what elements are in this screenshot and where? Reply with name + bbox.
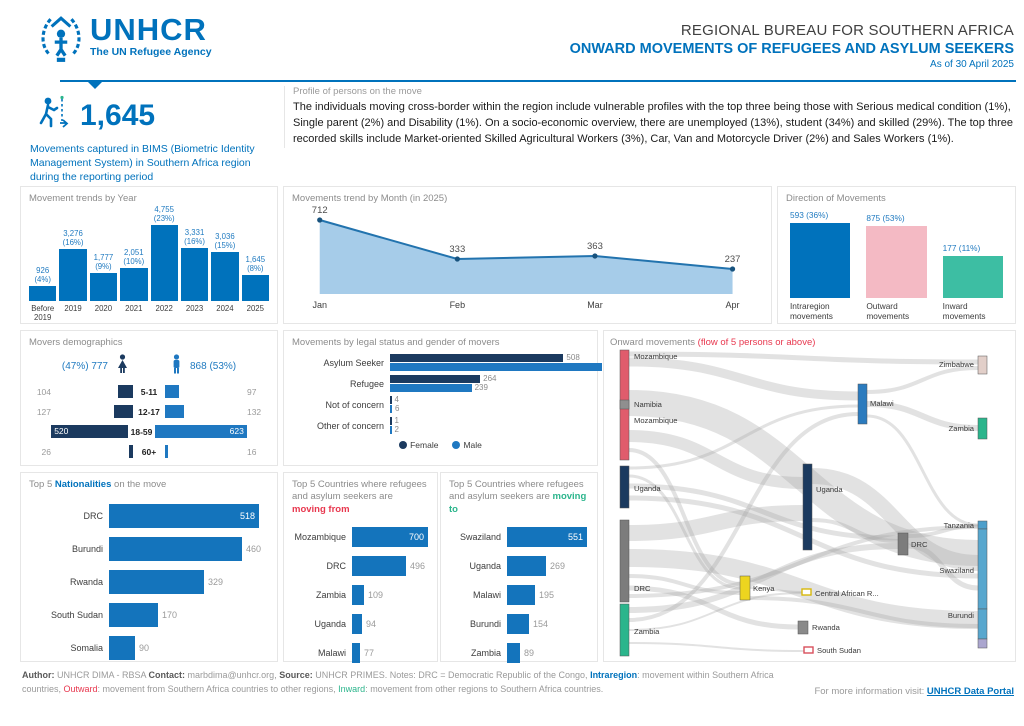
sankey-node-label: Central African R... <box>815 589 879 598</box>
direction-chart-title: Direction of Movements <box>786 193 886 204</box>
bureau-title: REGIONAL BUREAU FOR SOUTHERN AFRICA <box>680 22 1014 39</box>
sankey-node-label: Zambia <box>634 627 660 636</box>
sankey-node-label: Malawi <box>870 399 894 408</box>
legal-legend <box>292 440 589 450</box>
unhcr-emblem-icon <box>38 14 84 69</box>
year-bar: 3,331 (16%) 2023 <box>181 229 208 322</box>
month-chart-title: Movements trend by Month (in 2025) <box>292 193 448 204</box>
to-bar: Zambia 89 <box>449 638 589 667</box>
demographics-title: Movers demographics <box>29 337 123 348</box>
profile-panel <box>284 86 1016 148</box>
demographics-row: 520 18-59 623 <box>29 423 269 440</box>
sankey-node-label: South Sudan <box>817 646 861 655</box>
nationalities-chart <box>29 499 269 664</box>
to-bar: Malawi 195 <box>449 580 589 609</box>
sankey-node-label: DRC <box>911 540 928 549</box>
nationalities-bar: South Sudan 170 <box>29 598 269 631</box>
female-total: (47%) 777 <box>61 361 108 372</box>
male-icon <box>171 354 182 379</box>
svg-text:Mar: Mar <box>587 300 603 310</box>
legal-row: Other of concern 1 2 <box>316 416 399 434</box>
profile-text: The individuals moving cross-border within the region include vulnerable profiles with the top three being those with Serious medical condition (1%), Single parent (2%) and Disability (1%). On a socio-economic overview, there are unemployed (13%), student (34%) and skilled (29%). The top three recorded skills include Market-oriented Skilled Agricultural Workers (3%), Car, Van and Motorcycle Driver (2%) and Sales Workers (1%). <box>293 101 1014 145</box>
sankey-node-label: Mozambique <box>634 352 678 361</box>
data-portal-link[interactable]: UNHCR Data Portal <box>926 686 1014 697</box>
report-header <box>570 22 1014 70</box>
direction-bar: 177 (11%) Inward movements <box>943 210 1003 322</box>
svg-text:333: 333 <box>449 244 466 255</box>
page-title: ONWARD MOVEMENTS OF REFUGEES AND ASYLUM SEEKERS <box>569 41 1014 57</box>
legal-status-panel <box>283 330 598 466</box>
sankey-node-label: Namibia <box>634 400 662 409</box>
year-bar: 4,755 (23%) 2022 <box>151 206 178 322</box>
moving-to-title: Top 5 Countries where refugees and asylum seekers are moving to <box>449 479 587 515</box>
legal-row: Not of concern 4 6 <box>325 395 400 413</box>
header-divider <box>60 80 1016 82</box>
year-bar: 3,276 (16%) 2019 <box>59 230 86 322</box>
nationalities-panel <box>20 472 278 662</box>
year-bar: 2,051 (10%) 2021 <box>120 249 147 322</box>
sankey-flow <box>867 368 978 392</box>
moving-to-chart <box>449 522 589 667</box>
male-dot-icon <box>452 441 460 449</box>
month-trend-panel <box>283 186 772 324</box>
svg-text:237: 237 <box>724 254 741 265</box>
year-chart-title: Movement trends by Year <box>29 193 137 204</box>
key-stat <box>30 95 278 185</box>
direction-chart <box>786 210 1007 322</box>
direction-bar: 593 (36%) Intraregion movements <box>790 210 850 322</box>
demographics-panel <box>20 330 278 466</box>
male-total: 868 (53%) <box>190 361 237 372</box>
sankey-node-label: Uganda <box>634 484 661 493</box>
sankey-flow <box>629 362 858 396</box>
unhcr-logo <box>38 14 212 69</box>
sankey-node <box>620 400 629 409</box>
sankey-node <box>898 533 908 555</box>
logo-brand: UNHCR <box>90 12 207 47</box>
legend-male: Male <box>452 440 481 450</box>
nationalities-bar: Rwanda 329 <box>29 565 269 598</box>
sankey-flow <box>629 643 804 651</box>
sankey-node <box>978 356 987 374</box>
nationalities-bar: DRC 518 <box>29 499 269 532</box>
sankey-node-label: Burundi <box>947 611 974 620</box>
as-of-date: As of 30 April 2025 <box>930 59 1014 70</box>
from-bar: DRC 496 <box>292 551 429 580</box>
sankey-chart <box>610 348 1009 658</box>
moving-to-panel <box>440 472 598 662</box>
female-dot-icon <box>399 441 407 449</box>
footer-notes: Author: UNHCR DIMA - RBSA Contact: marbdima@unhcr.org, Source: UNHCR PRIMES. Notes: DRC = Democratic Republic of the Congo, Intraregion: movement within Southern Africa countries, Outward: movement from Southern Africa countries to other regions, Inward: movement from other regions to Southern Africa countries. <box>22 670 774 694</box>
sankey-node-label: Tanzania <box>943 521 974 530</box>
sankey-node-label: Rwanda <box>812 623 840 632</box>
sankey-node <box>804 647 813 653</box>
sankey-node <box>858 384 867 424</box>
demographics-row: 127 12-17 132 <box>36 406 262 417</box>
sankey-node-label: Mozambique <box>634 416 678 425</box>
year-chart <box>29 205 269 322</box>
moving-from-title: Top 5 Countries where refugees and asylum seekers are moving from <box>292 479 427 515</box>
year-bar: 1,777 (9%) 2020 <box>90 254 117 322</box>
sankey-node <box>802 589 811 595</box>
sankey-node <box>798 621 808 634</box>
from-bar: Mozambique 700 <box>292 522 429 551</box>
moving-from-panel <box>283 472 438 662</box>
year-trend-panel <box>20 186 278 324</box>
sankey-note: (flow of 5 persons or above) <box>697 337 816 348</box>
logo-tagline: The UN Refugee Agency <box>90 46 212 58</box>
from-bar: Uganda 94 <box>292 609 429 638</box>
sankey-node <box>803 464 812 550</box>
nationalities-bar: Somalia 90 <box>29 631 269 664</box>
svg-text:712: 712 <box>311 205 328 216</box>
total-movements-value: 1,645 <box>80 98 156 132</box>
nationalities-title: Top 5 Nationalities on the move <box>29 479 167 490</box>
sankey-node <box>620 520 629 602</box>
legend-female: Female <box>399 440 438 450</box>
sankey-node-label: Kenya <box>753 584 775 593</box>
demographics-header <box>29 354 269 379</box>
sankey-node <box>620 466 629 508</box>
sankey-node <box>740 576 750 600</box>
header-divider-notch <box>88 82 102 89</box>
to-bar: Swaziland 551 <box>449 522 589 551</box>
sankey-node <box>978 521 987 529</box>
demographics-row: 26 60+ 16 <box>41 446 257 457</box>
total-movements-caption: Movements captured in BIMS (Biometric Identity Management System) in Southern Africa region during the reporting period <box>30 143 255 184</box>
moving-from-chart <box>292 522 429 667</box>
sankey-node-label: Swaziland <box>939 566 974 575</box>
sankey-node-label: Zambia <box>948 424 974 433</box>
walking-person-icon <box>36 95 70 136</box>
year-bar: 3,036 (15%) 2024 <box>211 233 238 322</box>
sankey-node <box>978 529 987 609</box>
direction-bar: 875 (53%) Outward movements <box>866 210 926 322</box>
profile-label: Profile of persons on the move <box>293 86 422 97</box>
from-bar: Zambia 109 <box>292 580 429 609</box>
demographics-row: 104 5-11 97 <box>36 386 257 397</box>
sankey-node-label: Zimbabwe <box>938 360 974 369</box>
onward-movements-panel <box>603 330 1016 662</box>
nationalities-bar: Burundi 460 <box>29 532 269 565</box>
year-bar: 1,645 (8%) 2025 <box>242 256 269 322</box>
svg-text:Feb: Feb <box>449 300 466 310</box>
sankey-node <box>978 609 987 639</box>
to-bar: Uganda 269 <box>449 551 589 580</box>
legal-status-chart <box>292 354 589 434</box>
legal-status-title: Movements by legal status and gender of movers <box>292 337 500 348</box>
sankey-title: Onward movements (flow of 5 persons or above) <box>610 337 816 348</box>
month-chart <box>292 204 763 316</box>
svg-text:Apr: Apr <box>725 300 740 310</box>
to-bar: Burundi 154 <box>449 609 589 638</box>
female-icon <box>116 354 129 379</box>
svg-text:363: 363 <box>587 241 603 252</box>
more-info: For more information visit: UNHCR Data Portal <box>814 686 1014 697</box>
direction-panel <box>777 186 1016 324</box>
sankey-node <box>978 639 987 648</box>
sankey-node <box>978 418 987 439</box>
demographics-chart <box>29 383 269 460</box>
sankey-node-label: DRC <box>634 584 651 593</box>
legal-row: Refugee 264 239 <box>349 374 497 392</box>
sankey-node-label: Uganda <box>816 485 843 494</box>
year-bar: 926 (4%) Before 2019 <box>29 267 56 322</box>
svg-text:Jan: Jan <box>312 300 327 310</box>
legal-row: Asylum Seeker 508 <box>292 354 589 371</box>
from-bar: Malawi 77 <box>292 638 429 667</box>
sankey-node <box>620 604 629 656</box>
